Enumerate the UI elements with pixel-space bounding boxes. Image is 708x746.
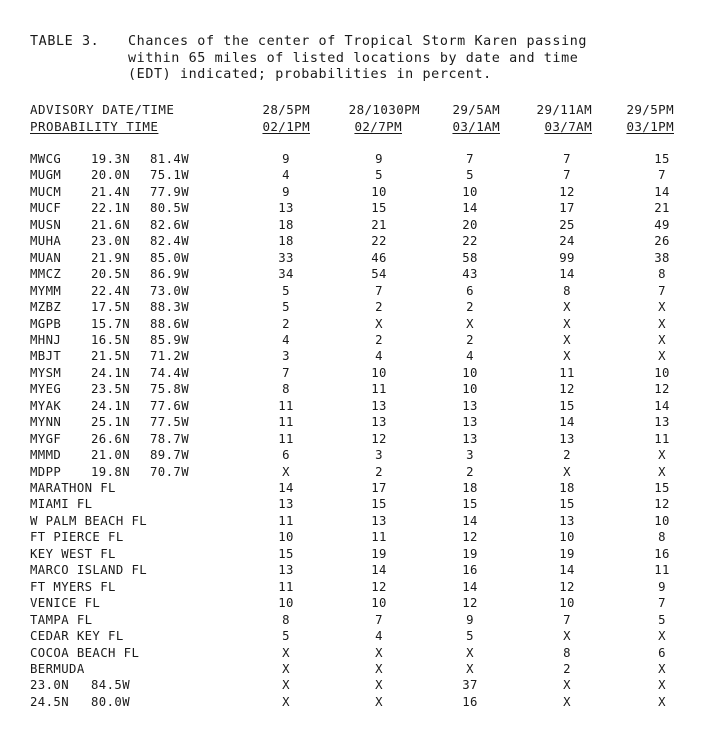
probability-cell: 15 (371, 201, 387, 216)
probability-cell: X (658, 332, 666, 347)
probability-cell: 5 (466, 629, 474, 644)
probability-cell: 34 (278, 267, 294, 282)
location-name: MYAK (30, 398, 62, 413)
probability-cell: 13 (371, 415, 387, 430)
probability-cell: 10 (654, 513, 670, 528)
location-lon: 70.7W (150, 464, 190, 479)
location-name: CEDAR KEY FL (30, 629, 124, 644)
table-row (0, 530, 708, 546)
location-lat: 21.5N (91, 349, 131, 364)
probability-cell: X (466, 316, 474, 331)
probability-cell: 13 (462, 398, 478, 413)
table-number: TABLE 3. (30, 34, 100, 49)
probability-cell: 14 (462, 579, 478, 594)
location-name: MIAMI FL (30, 497, 93, 512)
probability-cell: 2 (563, 448, 571, 463)
probability-cell: 99 (559, 250, 575, 265)
location-lon: 73.0W (150, 283, 190, 298)
probability-cell: 15 (462, 497, 478, 512)
location-name: MZBZ (30, 300, 62, 315)
table-row (0, 152, 708, 168)
location-lat: 21.4N (91, 184, 131, 199)
location-name: MUGM (30, 168, 62, 183)
location-name: MYMM (30, 283, 62, 298)
probability-cell: 4 (375, 349, 383, 364)
probability-cell: 8 (658, 267, 666, 282)
probability-cell: 14 (462, 201, 478, 216)
probability-cell: 10 (462, 365, 478, 380)
table-row (0, 234, 708, 250)
table-row (0, 432, 708, 448)
location-name: TAMPA FL (30, 612, 93, 627)
probability-cell: 20 (462, 217, 478, 232)
probability-cell: X (658, 661, 666, 676)
probability-time-5: 03/1PM (626, 119, 674, 134)
probability-cell: 7 (563, 168, 571, 183)
table-row (0, 317, 708, 333)
probability-cell: 17 (559, 201, 575, 216)
probability-cell: 12 (371, 431, 387, 446)
location-lat: 20.5N (91, 267, 131, 282)
location-lat: 16.5N (91, 332, 131, 347)
probability-cell: 7 (466, 152, 474, 166)
probability-cell: 13 (278, 201, 294, 216)
location-lat: 21.0N (91, 448, 131, 463)
probability-cell: 15 (278, 546, 294, 561)
probability-cell: 15 (654, 152, 670, 166)
table-row (0, 251, 708, 267)
probability-cell: 15 (654, 481, 670, 495)
caption-line-2: within 65 miles of listed locations by date and time (128, 50, 579, 66)
probability-cell: 8 (658, 530, 666, 545)
probability-cell: 3 (282, 349, 290, 364)
probability-cell: X (282, 694, 290, 709)
probability-cell: 10 (371, 596, 387, 611)
probability-cell: 58 (462, 250, 478, 265)
probability-cell: 12 (559, 184, 575, 199)
probability-time-3: 03/1AM (452, 119, 500, 134)
table-row (0, 333, 708, 349)
location-lat: 15.7N (91, 316, 131, 331)
probability-cell: 12 (654, 497, 670, 512)
probability-cell: 18 (278, 234, 294, 249)
location-name: MYNN (30, 415, 62, 430)
advisory-time-1: 28/5PM (262, 102, 310, 117)
location-lon: 71.2W (150, 349, 190, 364)
probability-cell: 11 (654, 563, 670, 578)
probability-cell: 14 (654, 398, 670, 413)
advisory-time-3: 29/5AM (452, 102, 500, 117)
probability-cell: 26 (654, 234, 670, 249)
probability-cell: 33 (278, 250, 294, 265)
probability-cell: 12 (462, 530, 478, 545)
probability-cell: 5 (375, 168, 383, 183)
probability-cell: 25 (559, 217, 575, 232)
probability-cell: 14 (559, 267, 575, 282)
probability-cell: 9 (658, 579, 666, 594)
probability-cell: 3 (466, 448, 474, 463)
table-row (0, 300, 708, 316)
probability-cell: 2 (375, 332, 383, 347)
probability-cell: 13 (462, 415, 478, 430)
location-lon: 75.1W (150, 168, 190, 183)
location-name: MUSN (30, 217, 62, 232)
probability-time-2: 02/7PM (354, 119, 402, 134)
probability-cell: 10 (559, 530, 575, 545)
advisory-time-4: 29/11AM (536, 102, 592, 117)
location-lat: 22.1N (91, 201, 131, 216)
probability-cell: 2 (466, 332, 474, 347)
probability-cell: 14 (371, 563, 387, 578)
probability-cell: X (658, 629, 666, 644)
probability-cell: 7 (563, 612, 571, 627)
location-lat: 21.9N (91, 250, 131, 265)
probability-cell: X (563, 464, 571, 479)
probability-cell: X (658, 316, 666, 331)
location-lon: 74.4W (150, 365, 190, 380)
probability-cell: 9 (282, 184, 290, 199)
table-row (0, 465, 708, 481)
location-lat: 19.8N (91, 464, 131, 479)
location-lon: 82.4W (150, 234, 190, 249)
location-name: MARATHON FL (30, 481, 116, 495)
table-row (0, 267, 708, 283)
probability-cell: 10 (559, 596, 575, 611)
probability-cell: 14 (278, 481, 294, 495)
probability-cell: 8 (282, 612, 290, 627)
probability-cell: 5 (466, 168, 474, 183)
location-lon: 75.8W (150, 382, 190, 397)
location-name: MARCO ISLAND FL (30, 563, 148, 578)
probability-cell: 2 (375, 464, 383, 479)
location-lon: 84.5W (91, 678, 131, 693)
location-lat: 21.6N (91, 217, 131, 232)
table-row (0, 218, 708, 234)
probability-cell: 10 (371, 365, 387, 380)
probability-cell: 4 (282, 332, 290, 347)
table-row (0, 201, 708, 217)
location-name: FT MYERS FL (30, 579, 116, 594)
probability-cell: 16 (462, 563, 478, 578)
location-lon: 77.5W (150, 415, 190, 430)
probability-cell: X (375, 316, 383, 331)
probability-cell: 2 (282, 316, 290, 331)
table-row (0, 481, 708, 497)
location-name: MGPB (30, 316, 62, 331)
probability-cell: 11 (371, 382, 387, 397)
probability-cell: 11 (278, 513, 294, 528)
probability-cell: 11 (559, 365, 575, 380)
probability-cell: X (375, 694, 383, 709)
probability-cell: 4 (466, 349, 474, 364)
probability-cell: 9 (282, 152, 290, 166)
probability-cell: 12 (654, 382, 670, 397)
probability-cell: 5 (282, 283, 290, 298)
probability-cell: 15 (559, 398, 575, 413)
probability-cell: 14 (559, 415, 575, 430)
location-name: MYEG (30, 382, 62, 397)
probability-cell: 14 (654, 184, 670, 199)
probability-cell: 7 (658, 168, 666, 183)
probability-cell: 7 (375, 612, 383, 627)
table-row (0, 382, 708, 398)
probability-cell: 22 (371, 234, 387, 249)
location-lat: 26.6N (91, 431, 131, 446)
location-name: BERMUDA (30, 661, 85, 676)
probability-cell: 46 (371, 250, 387, 265)
probability-cell: 11 (278, 431, 294, 446)
location-name: W PALM BEACH FL (30, 513, 148, 528)
probability-cell: X (658, 349, 666, 364)
probability-cell: 7 (375, 283, 383, 298)
probability-cell: 15 (559, 497, 575, 512)
probability-cell: 12 (462, 596, 478, 611)
probability-cell: 5 (282, 629, 290, 644)
probability-cell: 10 (278, 530, 294, 545)
advisory-label: ADVISORY DATE/TIME (30, 102, 175, 117)
caption-text-1: Chances of the center of Tropical Storm Karen passing (128, 34, 588, 49)
location-name: KEY WEST FL (30, 546, 116, 561)
probability-cell: 19 (462, 546, 478, 561)
probability-cell: 37 (462, 678, 478, 693)
probability-cell: X (375, 661, 383, 676)
table-row (0, 448, 708, 464)
location-name: MDPP (30, 464, 62, 479)
location-lon: 80.0W (91, 694, 131, 709)
probability-cell: 6 (466, 283, 474, 298)
probability-cell: 38 (654, 250, 670, 265)
location-name: MUHA (30, 234, 62, 249)
probability-cell: 8 (282, 382, 290, 397)
probability-cell: 2 (563, 661, 571, 676)
probability-cell: 19 (371, 546, 387, 561)
table-row (0, 646, 708, 662)
probability-cell: 10 (462, 184, 478, 199)
location-lon: 77.6W (150, 398, 190, 413)
probability-cell: 6 (282, 448, 290, 463)
probability-cell: X (563, 678, 571, 693)
table-row (0, 695, 708, 711)
probability-cell: 14 (559, 563, 575, 578)
probability-cell: 2 (466, 300, 474, 315)
probability-cell: 7 (658, 596, 666, 611)
probability-cell: X (375, 645, 383, 660)
location-lon: 82.6W (150, 217, 190, 232)
probability-cell: 3 (375, 448, 383, 463)
probability-cell: 18 (559, 481, 575, 495)
probability-cell: 9 (375, 152, 383, 166)
probability-cell: X (563, 349, 571, 364)
location-lat: 19.3N (91, 152, 131, 166)
table-row (0, 497, 708, 513)
probability-cell: X (658, 694, 666, 709)
probability-cell: 7 (658, 283, 666, 298)
location-name: FT PIERCE FL (30, 530, 124, 545)
location-name: COCOA BEACH FL (30, 645, 140, 660)
location-lon: 78.7W (150, 431, 190, 446)
probability-cell: 11 (278, 398, 294, 413)
probability-cell: X (658, 464, 666, 479)
probability-cell: X (658, 678, 666, 693)
probability-cell: X (282, 645, 290, 660)
table-row (0, 366, 708, 382)
probability-cell: 5 (282, 300, 290, 315)
probability-cell: 18 (278, 217, 294, 232)
location-name: 24.5N (30, 694, 70, 709)
probability-cell: 14 (462, 513, 478, 528)
probability-cell: X (658, 448, 666, 463)
probability-cell: X (466, 661, 474, 676)
probability-cell: 7 (563, 152, 571, 166)
probability-cell: 13 (559, 431, 575, 446)
location-lat: 24.1N (91, 365, 131, 380)
probability-cell: 13 (559, 513, 575, 528)
table-row (0, 514, 708, 530)
probability-cell: X (375, 678, 383, 693)
location-name: MUCM (30, 184, 62, 199)
probability-cell: 21 (654, 201, 670, 216)
probability-time-1: 02/1PM (262, 119, 310, 134)
probability-cell: X (282, 678, 290, 693)
location-name: MUCF (30, 201, 62, 216)
probability-cell: 2 (375, 300, 383, 315)
location-lon: 85.9W (150, 332, 190, 347)
probability-cell: 9 (466, 612, 474, 627)
probability-cell: X (563, 629, 571, 644)
probability-cell: 10 (654, 365, 670, 380)
probability-cell: X (563, 300, 571, 315)
probability-cell: 4 (282, 168, 290, 183)
probability-cell: 5 (658, 612, 666, 627)
probability-cell: 49 (654, 217, 670, 232)
probability-cell: 11 (278, 579, 294, 594)
probability-cell: X (466, 645, 474, 660)
table-row (0, 563, 708, 579)
location-lat: 22.4N (91, 283, 131, 298)
location-lon: 89.7W (150, 448, 190, 463)
location-name: 23.0N (30, 678, 70, 693)
location-lat: 24.1N (91, 398, 131, 413)
probability-cell: 17 (371, 481, 387, 495)
location-lat: 20.0N (91, 168, 131, 183)
probability-cell: 12 (559, 382, 575, 397)
probability-cell: X (282, 464, 290, 479)
probability-cell: 16 (462, 694, 478, 709)
table-row (0, 284, 708, 300)
probability-cell: 22 (462, 234, 478, 249)
table-row (0, 662, 708, 678)
probability-cell: 11 (371, 530, 387, 545)
probability-cell: 13 (278, 563, 294, 578)
caption-line-3: (EDT) indicated; probabilities in percent. (128, 67, 492, 82)
location-lon: 80.5W (150, 201, 190, 216)
location-name: MUAN (30, 250, 62, 265)
probability-cell: 10 (371, 184, 387, 199)
probability-cell: 13 (371, 398, 387, 413)
location-lon: 86.9W (150, 267, 190, 282)
probability-cell: X (282, 661, 290, 676)
table-row (0, 415, 708, 431)
location-name: VENICE FL (30, 596, 101, 611)
table-row (0, 629, 708, 645)
location-name: MMCZ (30, 267, 62, 282)
location-lat: 17.5N (91, 300, 131, 315)
probability-time-4: 03/7AM (544, 119, 592, 134)
probability-cell: 15 (371, 497, 387, 512)
probability-cell: 10 (462, 382, 478, 397)
table-row (0, 596, 708, 612)
table-row (0, 168, 708, 184)
probability-cell: 43 (462, 267, 478, 282)
probability-cell: 19 (559, 546, 575, 561)
table-row (0, 349, 708, 365)
probability-cell: 7 (282, 365, 290, 380)
probability-cell: 8 (563, 283, 571, 298)
probability-cell: X (563, 694, 571, 709)
table-row (0, 580, 708, 596)
table-row (0, 185, 708, 201)
advisory-time-2: 28/1030PM (348, 102, 420, 117)
probability-cell: X (658, 300, 666, 315)
probability-cell: 18 (462, 481, 478, 495)
location-lat: 25.1N (91, 415, 131, 430)
probability-cell: 13 (278, 497, 294, 512)
probability-cell: 6 (658, 645, 666, 660)
table-row (0, 678, 708, 694)
probability-cell: 12 (371, 579, 387, 594)
table-row (0, 613, 708, 629)
location-name: MMMD (30, 448, 62, 463)
probability-label: PROBABILITY TIME (30, 119, 159, 134)
probability-cell: 54 (371, 267, 387, 282)
probability-cell: 13 (371, 513, 387, 528)
location-lon: 81.4W (150, 152, 190, 166)
location-lon: 77.9W (150, 184, 190, 199)
location-name: MYGF (30, 431, 62, 446)
location-lat: 23.5N (91, 382, 131, 397)
table-row (0, 547, 708, 563)
probability-cell: 11 (278, 415, 294, 430)
location-lon: 85.0W (150, 250, 190, 265)
probability-cell: 16 (654, 546, 670, 561)
probability-cell: 8 (563, 645, 571, 660)
location-lon: 88.6W (150, 316, 190, 331)
probability-cell: 13 (654, 415, 670, 430)
location-lat: 23.0N (91, 234, 131, 249)
probability-cell: 12 (559, 579, 575, 594)
location-name: MWCG (30, 152, 62, 166)
probability-cell: 2 (466, 464, 474, 479)
table-row (0, 399, 708, 415)
probability-cell: X (563, 332, 571, 347)
probability-cell: 24 (559, 234, 575, 249)
location-name: MHNJ (30, 332, 62, 347)
location-lon: 88.3W (150, 300, 190, 315)
advisory-time-5: 29/5PM (626, 102, 674, 117)
probability-cell: 4 (375, 629, 383, 644)
probability-cell: 21 (371, 217, 387, 232)
probability-cell: 13 (462, 431, 478, 446)
probability-cell: 11 (654, 431, 670, 446)
location-name: MYSM (30, 365, 62, 380)
probability-cell: 10 (278, 596, 294, 611)
location-name: MBJT (30, 349, 62, 364)
probability-cell: X (563, 316, 571, 331)
